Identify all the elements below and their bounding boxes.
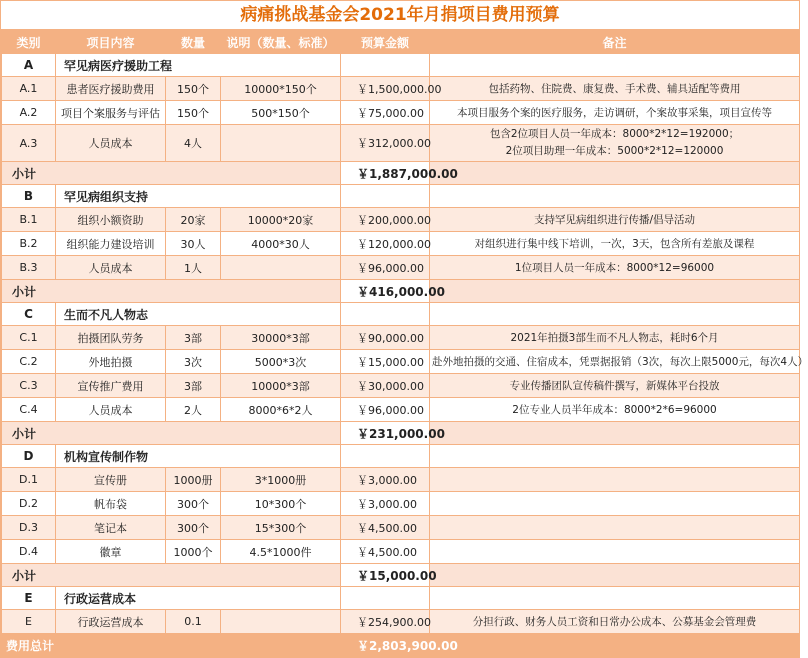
row-item: 宣传推广费用 — [56, 374, 166, 398]
row-note-line-2: 2位项目助理一年成本：5000*2*12=120000 — [505, 145, 724, 157]
category-code: D — [2, 445, 56, 468]
row-item: 人员成本 — [56, 398, 166, 422]
row-note — [430, 256, 800, 280]
row-note-line: 1位项目人员一年成本：8000*12=96000 — [514, 262, 715, 274]
row-id: B.3 — [2, 256, 56, 280]
row-quantity: 3部 — [166, 374, 221, 398]
table-row — [2, 398, 800, 422]
subtotal-row — [2, 422, 800, 445]
row-note — [430, 492, 800, 516]
row-item: 人员成本 — [56, 256, 166, 280]
table-body — [2, 54, 808, 657]
row-quantity: 2人 — [166, 398, 221, 422]
subtotal-note-empty — [430, 280, 800, 303]
row-item: 拍摄团队劳务 — [56, 326, 166, 350]
subtotal-row — [2, 564, 800, 587]
category-amount-empty — [341, 587, 430, 610]
row-desc: 10000*20家 — [221, 208, 341, 232]
category-row — [2, 587, 800, 610]
row-item: 组织能力建设培训 — [56, 232, 166, 256]
row-desc: 5000*3次 — [221, 350, 341, 374]
category-code: B — [2, 185, 56, 208]
row-desc: 8000*6*2人 — [221, 398, 341, 422]
category-row — [2, 185, 800, 208]
row-desc: 500*150个 — [221, 101, 341, 125]
row-id: B.1 — [2, 208, 56, 232]
row-item: 帆布袋 — [56, 492, 166, 516]
row-desc: 10*300个 — [221, 492, 341, 516]
row-note-line: 2位专业人员半年成本：8000*2*6=96000 — [512, 404, 717, 416]
row-id: C.1 — [2, 326, 56, 350]
row-amount: ￥75,000.00 — [341, 101, 430, 125]
row-note — [430, 516, 800, 540]
row-amount: ￥3,000.00 — [341, 468, 430, 492]
category-note-empty — [430, 587, 800, 610]
row-amount: ￥254,900.00 — [341, 610, 430, 634]
row-note-line: 包括药物、住院费、康复费、手术费、辅具适配等费用 — [488, 83, 741, 95]
table-row — [2, 350, 800, 374]
row-id: D.4 — [2, 540, 56, 564]
category-row — [2, 445, 800, 468]
subtotal-row — [2, 162, 800, 185]
row-desc — [221, 125, 341, 162]
category-name: 机构宣传制作物 — [56, 445, 341, 468]
row-desc: 10000*3部 — [221, 374, 341, 398]
row-quantity: 3部 — [166, 326, 221, 350]
subtotal-amount: ￥1,887,000.00 — [341, 162, 430, 185]
row-amount: ￥3,000.00 — [341, 492, 430, 516]
table-row — [2, 516, 800, 540]
row-id: E — [2, 610, 56, 634]
row-id: C.2 — [2, 350, 56, 374]
row-item: 外地拍摄 — [56, 350, 166, 374]
category-row — [2, 303, 800, 326]
category-amount-empty — [341, 303, 430, 326]
row-amount: ￥96,000.00 — [341, 256, 430, 280]
row-desc — [221, 256, 341, 280]
row-quantity: 1000个 — [166, 540, 221, 564]
category-name: 罕见病医疗援助工程 — [56, 54, 341, 77]
row-item: 组织小额资助 — [56, 208, 166, 232]
category-name: 行政运营成本 — [56, 587, 341, 610]
category-note-empty — [430, 185, 800, 208]
row-quantity: 3次 — [166, 350, 221, 374]
row-note — [430, 540, 800, 564]
table-row — [2, 208, 800, 232]
row-note-line: 本项目服务个案的医疗服务，走访调研，个案故事采集，项目宣传等 — [457, 107, 772, 119]
row-amount: ￥120,000.00 — [341, 232, 430, 256]
row-item: 宣传册 — [56, 468, 166, 492]
row-item: 笔记本 — [56, 516, 166, 540]
header-desc: 说明（数量、标准） — [221, 31, 341, 54]
subtotal-label: 小计 — [2, 422, 341, 445]
row-note — [430, 350, 808, 374]
subtotal-amount: ￥231,000.00 — [341, 422, 430, 445]
category-code: A — [2, 54, 56, 77]
table-row — [2, 256, 800, 280]
row-item: 行政运营成本 — [56, 610, 166, 634]
category-amount-empty — [341, 185, 430, 208]
row-note — [430, 468, 800, 492]
row-note — [430, 326, 800, 350]
subtotal-amount: ￥15,000.00 — [341, 564, 430, 587]
subtotal-amount: ￥416,000.00 — [341, 280, 430, 303]
category-code: C — [2, 303, 56, 326]
total-label: 费用总计 — [2, 634, 341, 657]
category-note-empty — [430, 303, 800, 326]
header-amount: 预算金额 — [341, 31, 430, 54]
category-name: 罕见病组织支持 — [56, 185, 341, 208]
row-item: 项目个案服务与评估 — [56, 101, 166, 125]
budget-table — [1, 30, 808, 657]
total-amount: ￥2,803,900.00 — [341, 634, 430, 657]
row-note — [430, 610, 800, 634]
row-quantity: 300个 — [166, 492, 221, 516]
row-note-line: 对组织进行集中线下培训，一次，3天，包含所有差旅及课程 — [474, 238, 755, 250]
row-amount: ￥1,500,000.00 — [341, 77, 430, 101]
table-row — [2, 468, 800, 492]
row-note — [430, 101, 800, 125]
row-amount: ￥90,000.00 — [341, 326, 430, 350]
subtotal-label: 小计 — [2, 280, 341, 303]
subtotal-note-empty — [430, 422, 800, 445]
row-note-line: 支持罕见病组织进行传播/倡导活动 — [533, 214, 696, 226]
table-row — [2, 232, 800, 256]
row-quantity: 1000册 — [166, 468, 221, 492]
category-row — [2, 54, 800, 77]
table-row — [2, 540, 800, 564]
row-desc: 10000*150个 — [221, 77, 341, 101]
table-row — [2, 101, 800, 125]
row-id: A.3 — [2, 125, 56, 162]
row-quantity: 0.1 — [166, 610, 221, 634]
row-id: D.3 — [2, 516, 56, 540]
row-note-line: 赴外地拍摄的交通、住宿成本，凭票据报销（3次，每次上限5000元，每次4人） — [432, 356, 808, 368]
subtotal-note-empty — [430, 162, 800, 185]
total-note-empty — [430, 634, 800, 657]
row-quantity: 20家 — [166, 208, 221, 232]
row-amount: ￥200,000.00 — [341, 208, 430, 232]
row-note — [430, 77, 800, 101]
row-item: 患者医疗援助费用 — [56, 77, 166, 101]
category-amount-empty — [341, 54, 430, 77]
category-code: E — [2, 587, 56, 610]
category-name: 生而不凡人物志 — [56, 303, 341, 326]
subtotal-label: 小计 — [2, 162, 341, 185]
row-amount: ￥96,000.00 — [341, 398, 430, 422]
row-desc: 4000*30人 — [221, 232, 341, 256]
table-row — [2, 610, 800, 634]
total-row — [2, 634, 800, 657]
subtotal-label: 小计 — [2, 564, 341, 587]
row-desc — [221, 610, 341, 634]
row-quantity: 4人 — [166, 125, 221, 162]
row-note-line: 专业传播团队宣传稿件撰写，新媒体平台投放 — [509, 380, 720, 392]
sheet-title: 病痛挑战基金会2021年月捐项目费用预算 — [1, 1, 799, 30]
table-row — [2, 77, 800, 101]
row-note — [430, 398, 800, 422]
header-item: 项目内容 — [56, 31, 166, 54]
category-note-empty — [430, 54, 800, 77]
table-row — [2, 492, 800, 516]
row-amount: ￥15,000.00 — [341, 350, 430, 374]
row-id: C.3 — [2, 374, 56, 398]
row-desc: 30000*3部 — [221, 326, 341, 350]
row-amount: ￥4,500.00 — [341, 516, 430, 540]
category-note-empty — [430, 445, 800, 468]
table-row — [2, 125, 800, 162]
header-note: 备注 — [430, 31, 800, 54]
row-amount: ￥30,000.00 — [341, 374, 430, 398]
row-amount: ￥4,500.00 — [341, 540, 430, 564]
header-row — [2, 31, 800, 54]
category-amount-empty — [341, 445, 430, 468]
row-quantity: 300个 — [166, 516, 221, 540]
row-id: D.2 — [2, 492, 56, 516]
row-id: D.1 — [2, 468, 56, 492]
subtotal-note-empty — [430, 564, 800, 587]
row-note — [430, 208, 800, 232]
row-desc: 3*1000册 — [221, 468, 341, 492]
row-quantity: 1人 — [166, 256, 221, 280]
row-note-line: 2021年拍摄3部生而不凡人物志，耗时6个月 — [510, 332, 719, 344]
row-quantity: 30人 — [166, 232, 221, 256]
row-desc: 4.5*1000件 — [221, 540, 341, 564]
table-row — [2, 326, 800, 350]
row-item: 人员成本 — [56, 125, 166, 162]
row-note — [430, 374, 800, 398]
header-category: 类别 — [2, 31, 56, 54]
row-id: A.1 — [2, 77, 56, 101]
subtotal-row — [2, 280, 800, 303]
row-amount: ￥312,000.00 — [341, 125, 430, 162]
row-quantity: 150个 — [166, 101, 221, 125]
row-note-line: 包含2位项目人员一年成本：8000*2*12=192000； — [489, 128, 740, 140]
row-note — [430, 232, 800, 256]
row-desc: 15*300个 — [221, 516, 341, 540]
row-item: 徽章 — [56, 540, 166, 564]
row-note-line: 分担行政、财务人员工资和日常办公成本、公募基金会管理费 — [472, 616, 757, 628]
row-quantity: 150个 — [166, 77, 221, 101]
header-quantity: 数量 — [166, 31, 221, 54]
row-id: A.2 — [2, 101, 56, 125]
row-note — [430, 125, 800, 162]
row-id: B.2 — [2, 232, 56, 256]
row-id: C.4 — [2, 398, 56, 422]
table-row — [2, 374, 800, 398]
